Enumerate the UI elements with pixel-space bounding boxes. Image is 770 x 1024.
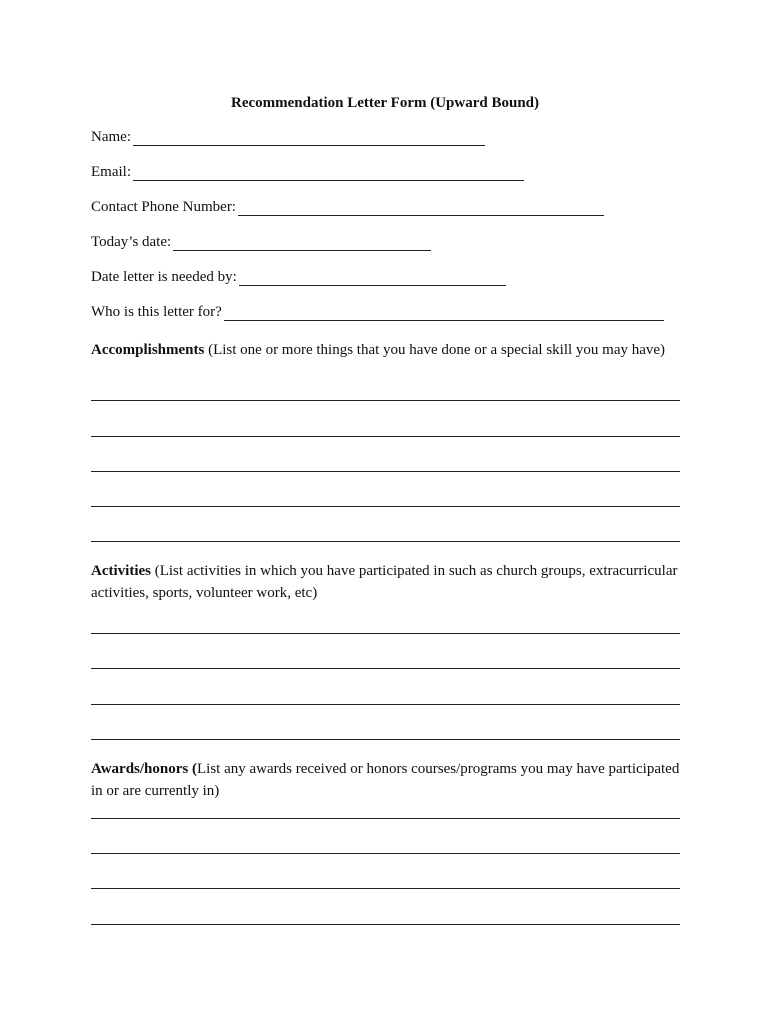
form-title: Recommendation Letter Form (Upward Bound) (230, 95, 540, 111)
awards-answer-line[interactable] (91, 924, 680, 925)
awards-section (91, 758, 681, 802)
activities-answer-line[interactable] (91, 668, 680, 669)
email-label: Email: (91, 164, 131, 180)
phone-label: Contact Phone Number: (91, 199, 236, 215)
date-needed-field (91, 269, 506, 286)
awards-answer-line[interactable] (91, 818, 680, 819)
awards-answer-line[interactable] (91, 853, 680, 854)
activities-heading: Activities (91, 563, 151, 579)
email-field (91, 164, 524, 181)
date-needed-label: Date letter is needed by: (91, 269, 237, 285)
accomplishments-answer-line[interactable] (91, 400, 680, 401)
activities-instruction: (List activities in which you have participated in such as church groups, extracurricular activities, sports, volunteer work, etc) (91, 563, 678, 601)
today-date-label: Today’s date: (91, 234, 172, 250)
accomplishments-instruction: (List one or more things that you have done or a special skill you may have) (204, 342, 666, 358)
awards-heading: Awards/honors ( (91, 761, 197, 777)
awards-instruction: List any awards received or honors courses/programs you may have participated in or are currently in) (91, 761, 680, 799)
letter-for-label: Who is this letter for? (91, 304, 222, 320)
name-label: Name: (91, 129, 131, 145)
accomplishments-section (91, 339, 681, 361)
activities-answer-line[interactable] (91, 739, 680, 740)
activities-section (91, 560, 681, 604)
name-input-line[interactable] (133, 131, 485, 146)
accomplishments-heading: Accomplishments (91, 342, 205, 358)
name-field (91, 129, 485, 146)
awards-answer-line[interactable] (91, 888, 680, 889)
activities-answer-line[interactable] (91, 704, 680, 705)
today-date-input-line[interactable] (173, 236, 431, 251)
email-input-line[interactable] (133, 166, 524, 181)
letter-for-input-line[interactable] (224, 306, 664, 321)
accomplishments-answer-line[interactable] (91, 541, 680, 542)
phone-input-line[interactable] (238, 201, 604, 216)
today-date-field (91, 234, 431, 251)
phone-field (91, 199, 604, 216)
activities-answer-line[interactable] (91, 633, 680, 634)
accomplishments-answer-line[interactable] (91, 471, 680, 472)
date-needed-input-line[interactable] (239, 271, 506, 286)
letter-for-field (91, 304, 664, 321)
accomplishments-answer-line[interactable] (91, 436, 680, 437)
accomplishments-answer-line[interactable] (91, 506, 680, 507)
